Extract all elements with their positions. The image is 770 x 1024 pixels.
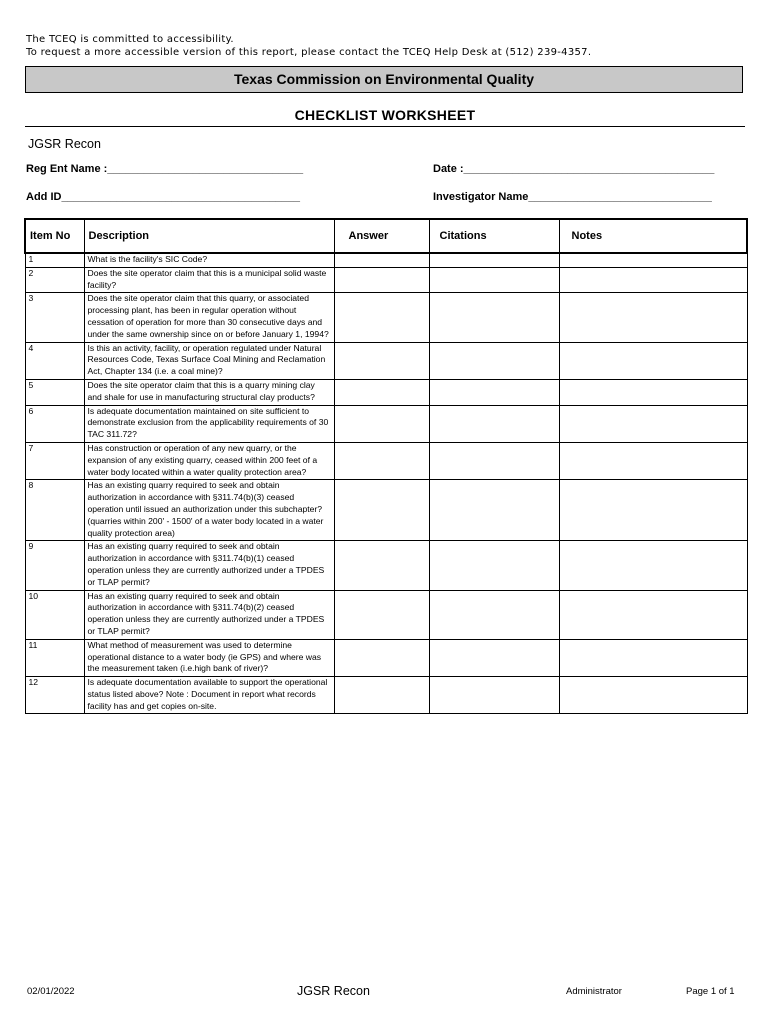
table-row <box>25 541 747 590</box>
citations-cell[interactable] <box>429 293 559 342</box>
citations-cell[interactable] <box>429 590 559 639</box>
answer-cell[interactable] <box>334 442 429 479</box>
worksheet-subject: JGSR Recon <box>28 137 101 151</box>
citations-cell[interactable] <box>429 342 559 379</box>
checklist-table <box>24 218 748 714</box>
item-number: 1 <box>25 253 84 267</box>
citations-cell[interactable] <box>429 677 559 714</box>
notice-line-1: The TCEQ is committed to accessibility. <box>26 34 234 45</box>
answer-cell[interactable] <box>334 639 429 676</box>
notes-cell[interactable] <box>559 639 747 676</box>
citations-cell[interactable] <box>429 480 559 541</box>
item-number: 8 <box>25 480 84 541</box>
citations-cell[interactable] <box>429 267 559 293</box>
item-number: 9 <box>25 541 84 590</box>
item-number: 11 <box>25 639 84 676</box>
answer-cell[interactable] <box>334 677 429 714</box>
table-row <box>25 293 747 342</box>
notice-line-2: To request a more accessible version of this report, please contact the TCEQ Help Desk at (512) 239-4357. <box>26 46 592 58</box>
table-row <box>25 442 747 479</box>
notes-cell[interactable] <box>559 677 747 714</box>
item-description: Is this an activity, facility, or operation regulated under Natural Resources Code, Texas Surface Coal Mining and Reclamation Act, Chapter 134 (i.e. a coal mine)? <box>84 342 334 379</box>
notes-cell[interactable] <box>559 253 747 267</box>
table-row <box>25 253 747 267</box>
worksheet-title: CHECKLIST WORKSHEET <box>294 107 476 123</box>
citations-cell[interactable] <box>429 253 559 267</box>
table-row <box>25 480 747 541</box>
citations-cell[interactable] <box>429 541 559 590</box>
answer-cell[interactable] <box>334 590 429 639</box>
item-number: 3 <box>25 293 84 342</box>
notes-cell[interactable] <box>559 405 747 442</box>
citations-cell[interactable] <box>429 379 559 405</box>
notes-cell[interactable] <box>559 267 747 293</box>
item-description: Does the site operator claim that this is a municipal solid waste facility? <box>84 267 334 293</box>
table-row <box>25 267 747 293</box>
answer-cell[interactable] <box>334 405 429 442</box>
footer-role: Administrator <box>566 986 622 997</box>
item-description: Has an existing quarry required to seek and obtain authorization in accordance with §311.74(b)(3) ceased operation until issued an authorization under this subchapter? (quarries within 200' - 1500' of a water body located in a water quality protection area) <box>84 480 334 541</box>
notes-cell[interactable] <box>559 590 747 639</box>
accessibility-notice <box>26 34 591 59</box>
footer-page-number: Page 1 of 1 <box>686 986 735 997</box>
header-answer: Answer <box>334 219 429 253</box>
item-number: 4 <box>25 342 84 379</box>
header-notes: Notes <box>559 219 747 253</box>
notes-cell[interactable] <box>559 442 747 479</box>
item-description: Has an existing quarry required to seek and obtain authorization in accordance with §311.74(b)(2) ceased operation unless they are currently authorized under a TPDES or TLAP permit? <box>84 590 334 639</box>
item-description: What is the facility's SIC Code? <box>84 253 334 267</box>
answer-cell[interactable] <box>334 342 429 379</box>
item-description: Does the site operator claim that this quarry, or associated processing plant, has been in regular operation without cessation of operation for more than 30 consecutive days and under the same ownership since on or before January 1, 1994? <box>84 293 334 342</box>
answer-cell[interactable] <box>334 480 429 541</box>
answer-cell[interactable] <box>334 267 429 293</box>
citations-cell[interactable] <box>429 442 559 479</box>
table-row <box>25 379 747 405</box>
item-number: 2 <box>25 267 84 293</box>
answer-cell[interactable] <box>334 253 429 267</box>
item-description: Has construction or operation of any new quarry, or the expansion of any existing quarry, ceased within 200 feet of a water body located within a water quality protection area? <box>84 442 334 479</box>
reg-ent-name-field: Reg Ent Name :________________________________ <box>26 163 304 175</box>
citations-cell[interactable] <box>429 639 559 676</box>
table-row <box>25 639 747 676</box>
footer-date: 02/01/2022 <box>27 986 75 997</box>
notes-cell[interactable] <box>559 541 747 590</box>
table-row <box>25 677 747 714</box>
item-number: 7 <box>25 442 84 479</box>
answer-cell[interactable] <box>334 541 429 590</box>
item-number: 6 <box>25 405 84 442</box>
add-id-field: Add ID_______________________________________ <box>26 191 301 203</box>
footer-title: JGSR Recon <box>297 984 370 998</box>
item-description: Does the site operator claim that this is a quarry mining clay and shale for use in manufacturing structural clay products? <box>84 379 334 405</box>
table-header-row <box>25 219 747 253</box>
answer-cell[interactable] <box>334 379 429 405</box>
item-description: What method of measurement was used to determine operational distance to a water body (ie GPS) and where was the measurement taken (i.e.high bank of river)? <box>84 639 334 676</box>
item-number: 10 <box>25 590 84 639</box>
item-description: Is adequate documentation maintained on site sufficient to demonstrate exclusion from the applicability requirements of 30 TAC 311.72? <box>84 405 334 442</box>
item-number: 12 <box>25 677 84 714</box>
investigator-name-field: Investigator Name______________________________ <box>433 191 712 203</box>
citations-cell[interactable] <box>429 405 559 442</box>
table-row <box>25 405 747 442</box>
agency-banner: Texas Commission on Environmental Quality <box>25 66 743 93</box>
notes-cell[interactable] <box>559 293 747 342</box>
table-row <box>25 342 747 379</box>
notes-cell[interactable] <box>559 379 747 405</box>
date-field: Date :_________________________________________ <box>433 163 715 175</box>
header-item-no: Item No <box>25 219 84 253</box>
title-divider <box>25 126 745 127</box>
item-description: Is adequate documentation available to support the operational status listed above? Note : Document in report what records facility has and get copies on-site. <box>84 677 334 714</box>
header-description: Description <box>84 219 334 253</box>
answer-cell[interactable] <box>334 293 429 342</box>
header-citations: Citations <box>429 219 559 253</box>
table-row <box>25 590 747 639</box>
item-description: Has an existing quarry required to seek and obtain authorization in accordance with §311.74(b)(1) ceased operation unless they are currently authorized under a TPDES or TLAP permit? <box>84 541 334 590</box>
notes-cell[interactable] <box>559 480 747 541</box>
notes-cell[interactable] <box>559 342 747 379</box>
item-number: 5 <box>25 379 84 405</box>
